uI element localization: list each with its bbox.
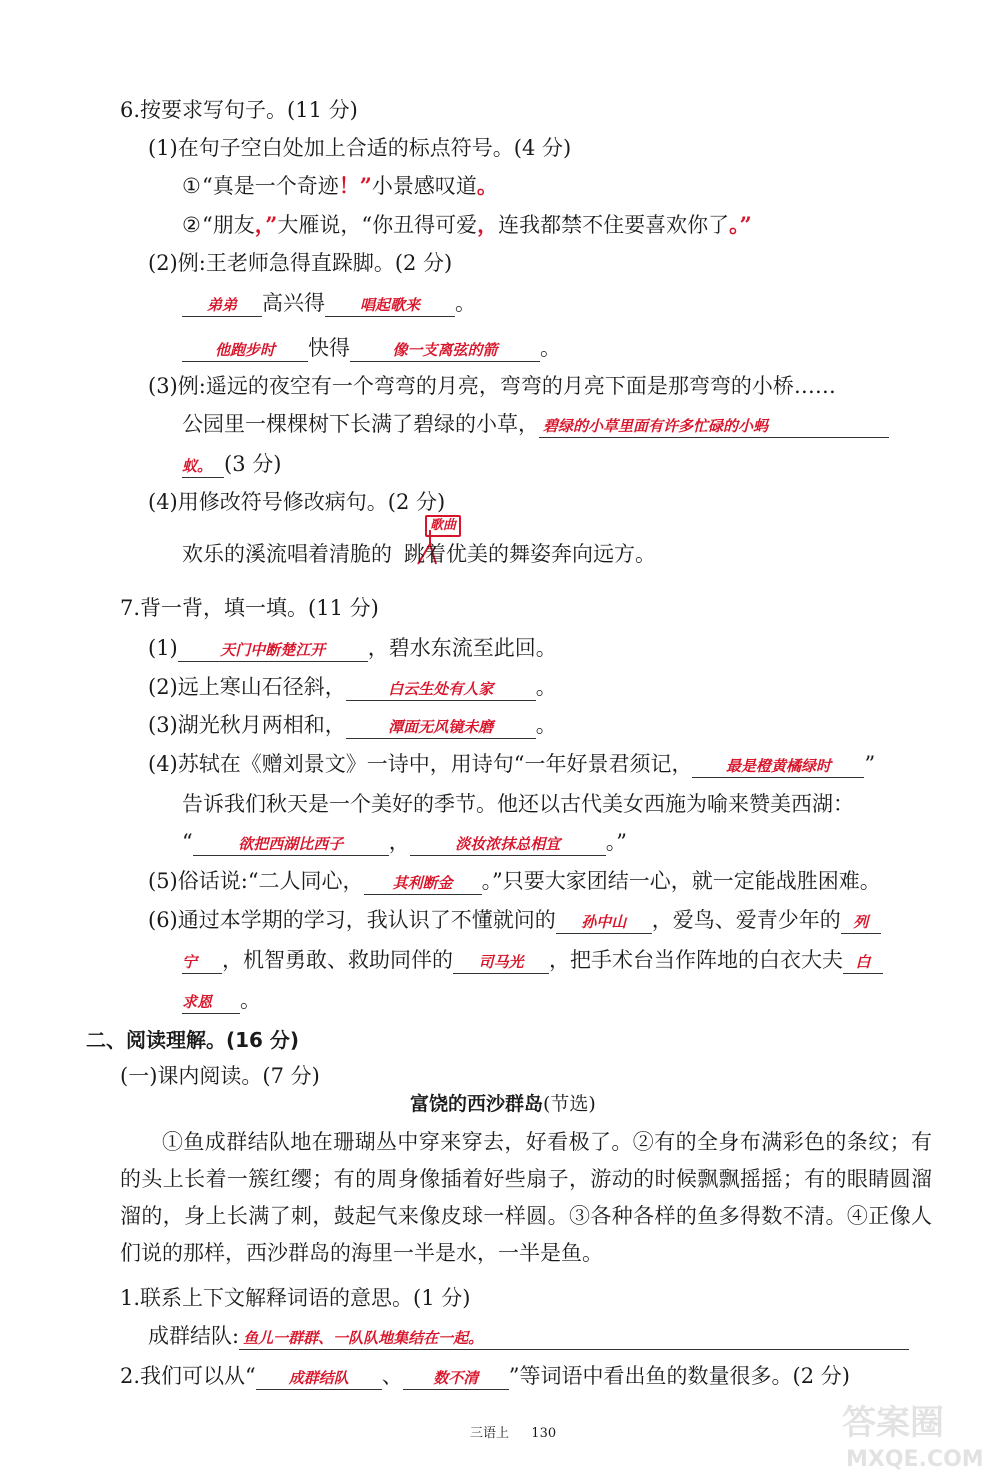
q2-1-prompt: 1.联系上下文解释词语的意思。(1 分) (120, 1286, 471, 1310)
svg-text:MXQE.COM: MXQE.COM (846, 1447, 984, 1472)
answer-blank: 欲把西湖比西子 (193, 833, 389, 856)
answer-blank: 最是橙黄橘绿时 (692, 755, 864, 778)
answer-blank: 弟弟 (182, 294, 262, 317)
answer-blank: 潭面无风镜未磨 (346, 716, 536, 739)
q6-title: 6.按要求写句子。(11 分) (120, 98, 358, 122)
passage-title: 富饶的西沙群岛(节选) (410, 1093, 596, 1115)
q6-2-prompt: (2)例:王老师急得直跺脚。(2 分) (148, 251, 453, 275)
answer-punctuation: 。” (729, 212, 752, 237)
answer-blank: 孙中山 (556, 911, 652, 934)
q2-2: 2.我们可以从“ 成群结队 、 数不清 ”等词语中看出鱼的数量很多。(2 分) (120, 1364, 850, 1388)
q7-3: (3)湖光秋月两相和， 潭面无风镜未磨 。 (148, 713, 557, 737)
q6-2-row-2: 他跑步时 快得 像一支离弦的箭 。 (182, 334, 561, 362)
answer-blank: 白 (843, 951, 883, 974)
q6-2-row-1: 弟弟 高兴得 唱起歌来 。 (182, 289, 476, 317)
answer-blank: 白云生处有人家 (346, 678, 536, 701)
answer-blank: 蚁。 (182, 455, 224, 478)
q7-4-line-3: “ 欲把西湖比西子 ， 淡妆浓抹总相宜 。” (182, 830, 627, 854)
section-2-title: 二、阅读理解。(16 分) (86, 1028, 300, 1052)
q6-1-prompt: (1)在句子空白处加上合适的标点符号。(4 分) (148, 136, 572, 160)
answer-punctuation: ！” (338, 173, 372, 198)
q7-6-line-2: 宁 ，机智勇敢、救助同伴的 司马光 ，把手术台当作阵地的白衣大夫 白 (182, 946, 883, 974)
q7-4: (4)苏轼在《赠刘景文》一诗中，用诗句“一年好景君须记， 最是橙黄橘绿时 ” (148, 752, 876, 776)
answer-blank: 求恩 (182, 991, 240, 1014)
answer-blank: 像一支离弦的箭 (350, 339, 540, 362)
q7-5: (5)俗话说:“二人同心， 其利断金 。”只要大家团结一心，就一定能战胜困难。 (148, 869, 881, 893)
book-label: 三语上 (470, 1426, 510, 1441)
answer-blank: 唱起歌来 (325, 294, 455, 317)
watermark-logo-icon (838, 1394, 988, 1474)
q6-3-line-2: 公园里一棵棵树下长满了碧绿的小草， 碧绿的小草里面有许多忙碌的小蚂 (182, 410, 889, 438)
circled-number: ① (182, 174, 201, 198)
answer-blank: 宁 (182, 951, 222, 974)
q6-4-prompt: (4)用修改符号修改病句。(2 分) (148, 490, 446, 514)
page-number: 130 (531, 1426, 557, 1441)
q7-2: (2)远上寒山石径斜， 白云生处有人家 。 (148, 675, 557, 699)
answer-punctuation: ，” (254, 212, 278, 237)
answer-blank: 他跑步时 (182, 339, 308, 362)
answer-blank: 列 (841, 911, 881, 934)
answer-blank: 淡妆浓抹总相宜 (410, 833, 606, 856)
answer-blank: 鱼儿一群群、一队队地集结在一起。 (239, 1327, 909, 1350)
q6-4-sentence: 欢乐的溪流唱着清脆的 跳着优美的舞姿奔向远方。 (182, 542, 656, 566)
answer-blank: 其利断金 (364, 872, 482, 895)
answer-blank: 成群结队 (256, 1367, 382, 1390)
q7-6: (6)通过本学期的学习，我认识了不懂就问的 孙中山 ，爱鸟、爱青少年的 列 (148, 906, 881, 934)
answer-blank: 碧绿的小草里面有许多忙碌的小蚂 (539, 415, 889, 438)
q2-1-answer-line: 成群结队: 鱼儿一群群、一队队地集结在一起。 (148, 1322, 909, 1350)
watermark (838, 1394, 988, 1478)
answer-blank: 司马光 (453, 951, 549, 974)
passage-text: ①鱼成群结队地在珊瑚丛中穿来穿去，好看极了。②有的全身布满彩色的条纹；有的头上长着一簇红缨；有的周身像插着好些扇子，游动的时候飘飘摇摇；有的眼睛圆溜溜的，身上长满了刺，鼓起气来像皮球一样圆。③各种各样的鱼多得数不清。④正像人们说的那样，西沙群岛的海里一半是水，一半是鱼。 (120, 1130, 932, 1265)
insertion-mark: 歌曲 (425, 515, 461, 537)
q7-title: 7.背一背，填一填。(11 分) (120, 596, 379, 620)
answer-blank: 数不清 (403, 1367, 509, 1390)
q6-1-sentence-1: ①“真是一个奇迹！”小景感叹道。 (182, 173, 498, 198)
page-footer (470, 1422, 556, 1441)
q7-4-line-2: 告诉我们秋天是一个美好的季节。他还以古代美女西施为喻来赞美西湖： (182, 792, 854, 816)
answer-punctuation: ， (477, 212, 499, 237)
answer-blank: 天门中断楚江开 (178, 639, 368, 662)
q7-6-line-3: 求恩 。 (182, 988, 261, 1012)
svg-text:答案圈: 答案圈 (842, 1403, 944, 1443)
q6-1-sentence-2: ②“朋友，”大雁说，“你丑得可爱，连我都禁不住要喜欢你了。” (182, 212, 752, 237)
q6-3-prompt: (3)例:遥远的夜空有一个弯弯的月亮，弯弯的月亮下面是那弯弯的小桥…… (148, 374, 836, 398)
answer-punctuation: 。 (476, 173, 498, 198)
q7-1: (1) 天门中断楚江开 ，碧水东流至此回。 (148, 636, 557, 660)
q6-3-line-3: 蚁。 (3 分) (182, 452, 282, 476)
section-2-sub: (一)课内阅读。(7 分) (120, 1064, 320, 1088)
circled-number: ② (182, 213, 201, 237)
